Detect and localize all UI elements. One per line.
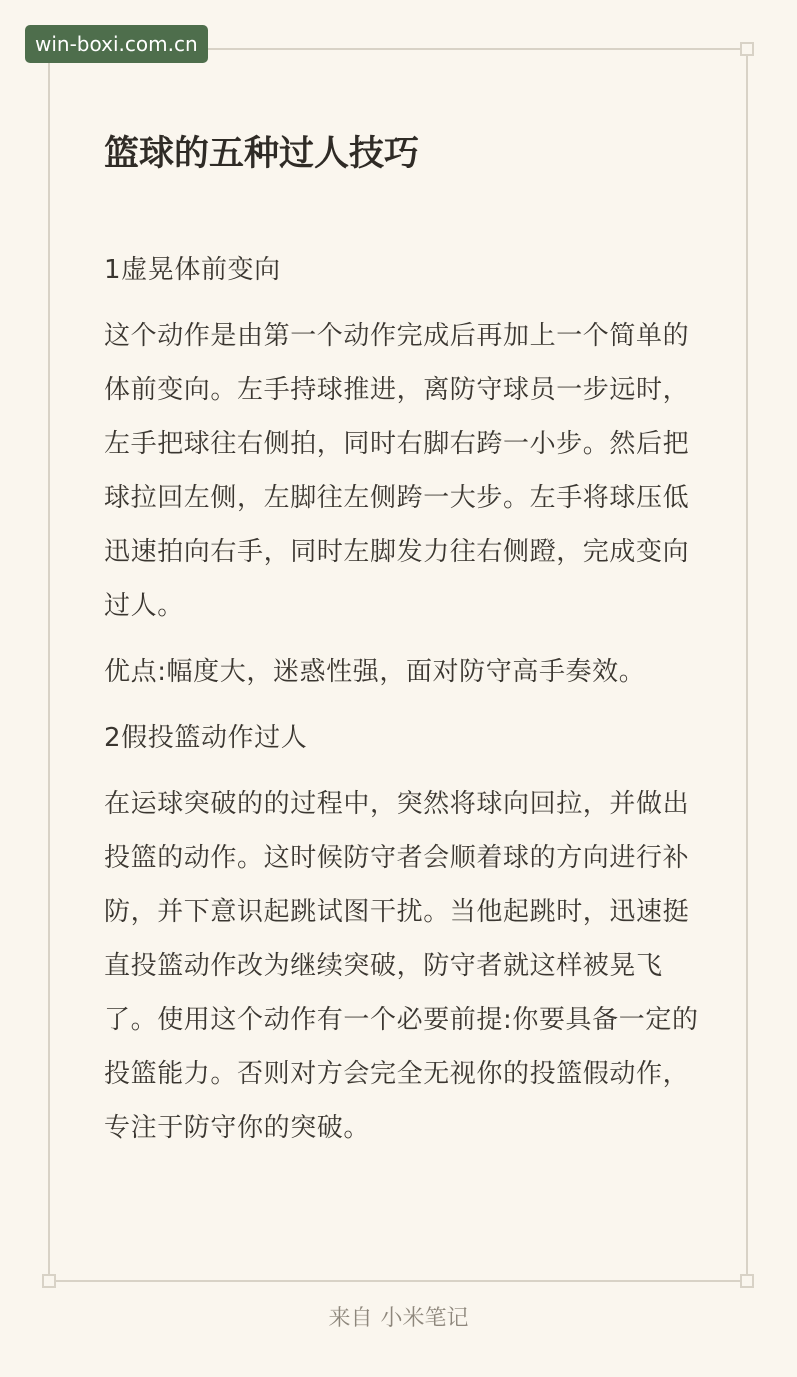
paragraph: 优点:幅度大，迷惑性强，面对防守高手奏效。 (104, 657, 646, 687)
paragraph: 在运球突破的的过程中，突然将球向回拉，并做出投篮的动作。这时候防守者会顺着球的方向进行补防，并下意识起跳试图干扰。当他起跳时，迅速挺直投篮动作改为继续突破，防守者就这样被晃飞了。使用这个动作有一个必要前提:你要具备一定的投篮能力。否则对方会完全无视你的投篮假动作，专注于防守你的突破。 (104, 789, 699, 1143)
footer-app-name: 小米笔记 (380, 1306, 469, 1331)
section-heading: 2假投篮动作过人 (104, 723, 308, 753)
section-heading: 1虚晃体前变向 (104, 255, 281, 285)
footer-source (0, 1302, 797, 1336)
paragraph: 这个动作是由第一个动作完成后再加上一个简单的体前变向。左手持球推进，离防守球员一步远时，左手把球往右侧拍，同时右脚右跨一小步。然后把球拉回左侧，左脚往左侧跨一大步。左手将球压低迅速拍向右手，同时左脚发力往右侧蹬，完成变向过人。 (104, 321, 690, 621)
frame-corner-ornament (740, 42, 754, 56)
frame-corner-ornament (42, 1274, 56, 1288)
watermark-badge: win-boxi.com.cn (25, 25, 208, 63)
footer-prefix: 来自 (328, 1306, 373, 1331)
note-body (104, 243, 704, 1167)
frame-corner-ornament (740, 1274, 754, 1288)
note-title: 篮球的五种过人技巧 (104, 134, 420, 174)
